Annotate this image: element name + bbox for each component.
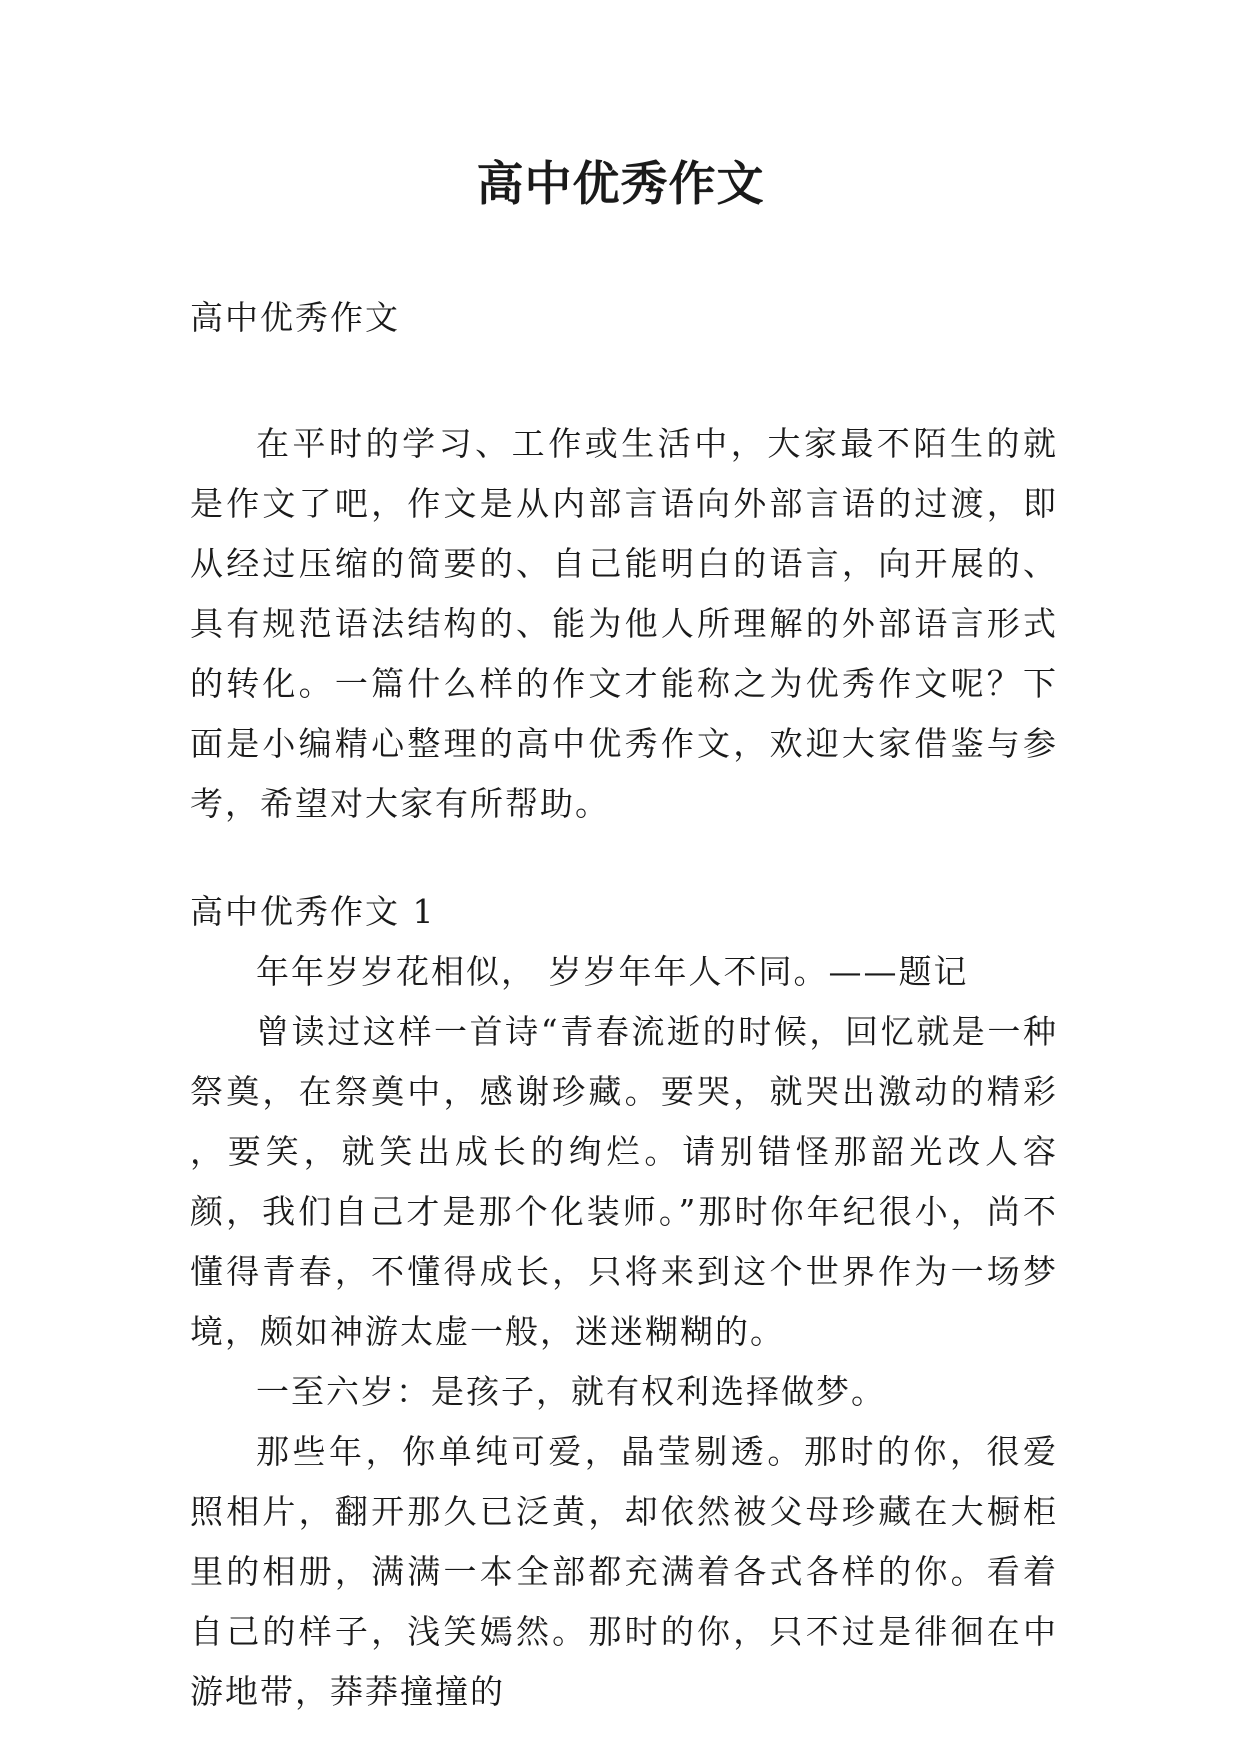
epigraph-paragraph: 年年岁岁花相似， 岁岁年年人不同。——题记	[256, 952, 969, 991]
body-paragraph: 曾读过这样一首诗“青春流逝的时候，回忆就是一种祭奠，在祭奠中，感谢珍藏。要哭，就哭出激动的精彩 ，要笑，就笑出成长的绚烂。请别错怪那韶光改人容颜，我们自己才是那个化装师。”那时你年纪很小，尚不懂得青春，不懂得成长，只将来到这个世界作为一场梦境，颇如神游太虚一般，迷迷糊糊的。	[190, 1012, 1058, 1351]
body-paragraph: 那些年，你单纯可爱，晶莹剔透。那时的你，很爱照相片，翻开那久已泛黄，却依然被父母珍藏在大橱柜里的相册，满满一本全部都充满着各式各样的你。看着自己的样子，浅笑嫣然。那时的你，只不过是徘徊在中游地带，莽莽撞撞的	[190, 1432, 1058, 1711]
spacer	[190, 834, 1058, 882]
document-title: 高中优秀作文	[476, 157, 765, 212]
spacer	[190, 348, 1058, 414]
intro-paragraph: 在平时的学习、工作或生活中，大家最不陌生的就是作文了吧，作文是从内部言语向外部言语的过渡，即从经过压缩的简要的、自己能明白的语言，向开展的、具有规范语法结构的、能为他人所理解的外部语言形式的转化。一篇什么样的作文才能称之为优秀作文呢？下面是小编精心整理的高中优秀作文，欢迎大家借鉴与参考，希望对大家有所帮助。	[190, 424, 1058, 823]
body-paragraph: 一至六岁：是孩子，就有权利选择做梦。	[256, 1372, 886, 1411]
document-body	[190, 288, 1058, 1722]
section-heading: 高中优秀作文 1	[190, 892, 436, 931]
intro-heading: 高中优秀作文	[190, 298, 400, 337]
